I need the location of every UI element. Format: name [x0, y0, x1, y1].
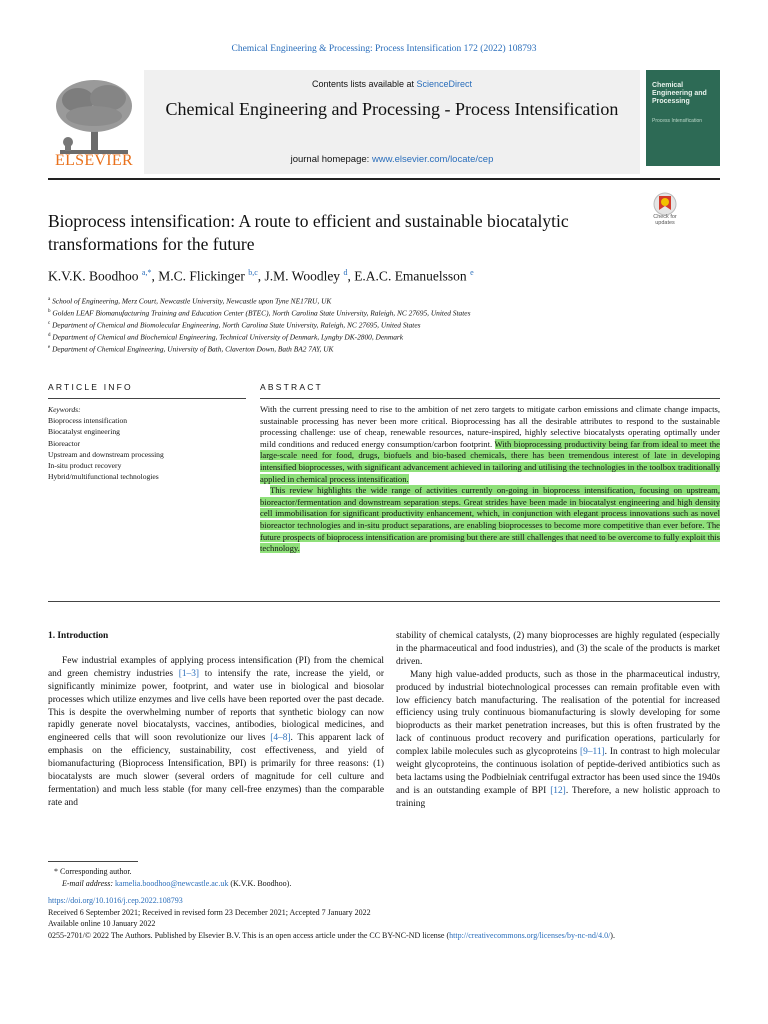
- sciencedirect-link[interactable]: ScienceDirect: [416, 79, 473, 89]
- corresponding-author-note: * Corresponding author.: [54, 867, 132, 876]
- body-text: to intensify the rate, increase the yield, or significantly minimize power, footprint, and water use in biological and biosolar processes which utilize enzymes and live cells have been reported over the past decade. This is despite the overwhelming number of reports that synthetic biology can now rapidly generate novel biocatalysts, vaccines, antibodies, biological medicines, and engineered cells that will soon revolutionize our lives: [48, 668, 384, 744]
- email-label: E-mail address:: [62, 878, 116, 888]
- body-paragraph: [396, 669, 720, 811]
- abstract-body: [260, 404, 720, 555]
- body-text: . In contrast to high molecular weight glycoproteins, the continuous isolation of peptide-derived antibiotics such as beta lactams using the Podbielniak centrifugal extractor has been used since the 1940s and is an outstanding example of BPI: [396, 747, 720, 796]
- affiliation-list: [48, 295, 720, 354]
- footnote-divider: [48, 861, 138, 862]
- author-name[interactable]: J.M. Woodley: [264, 268, 341, 284]
- contents-line: [144, 79, 640, 89]
- author-name[interactable]: M.C. Flickinger: [158, 268, 245, 284]
- journal-name: Chemical Engineering and Processing - Process Intensification: [165, 99, 619, 119]
- abstract-divider: [260, 398, 720, 399]
- license-text: 0255-2701/© 2022 The Authors. Published by Elsevier B.V. This is an open access article under the CC BY-NC-ND license (: [48, 930, 450, 940]
- author-affiliation-marker[interactable]: a,*: [141, 268, 152, 277]
- homepage-prefix: journal homepage:: [290, 154, 372, 165]
- citation-link[interactable]: [12]: [550, 785, 566, 796]
- affiliation-text: Golden LEAF Biomanufacturing Training and Education Center (BTEC), North Carolina State University, Raleigh, NC 27695, United States: [52, 308, 471, 318]
- journal-homepage: [144, 154, 640, 165]
- body-paragraph: [48, 655, 384, 810]
- masthead: [48, 70, 720, 176]
- keyword-item: In-situ product recovery: [48, 461, 122, 471]
- email-line: [48, 878, 720, 890]
- contents-prefix: Contents lists available at: [311, 79, 417, 89]
- affiliation-item: [48, 307, 720, 319]
- abstract-highlight[interactable]: This review highlights the wide range of activities currently on-going in bioprocess intensification, focusing on upstream, bioreactor/fermentation and downstream separation steps. Great strides have been made in biocatalyst engineering and high density cell immobilisation for significant productivity enhancement, which, in conjunction with elegant process innovations such as novel bioreactor technologies and in-situ product separations, are enabling bioprocesses to become more competitive than ever before. The future prospects of bioprocess intensification are promising but there are still challenges that need to be overcome to fully exploit this technology.: [260, 485, 720, 554]
- article-info-heading: ARTICLE INFO: [48, 382, 133, 392]
- footer: [48, 866, 720, 942]
- email-link[interactable]: kamelia.boodhoo@newcastle.ac.uk: [115, 878, 229, 888]
- journal-reference[interactable]: Chemical Engineering & Processing: Process Intensification 172 (2022) 108793: [231, 44, 537, 54]
- keyword-item: Upstream and downstream processing: [48, 449, 164, 459]
- citation-link[interactable]: [9–11]: [580, 747, 605, 758]
- section-heading-introduction: 1. Introduction: [48, 631, 109, 641]
- online-date: Available online 10 January 2022: [48, 919, 156, 929]
- author-affiliation-marker[interactable]: b,c: [248, 268, 258, 277]
- affiliation-item: [48, 343, 720, 355]
- affiliation-marker: d: [48, 332, 51, 338]
- abstract-text: With the current pressing need to rise to the ambition of net zero targets to mitigate carbon emissions and climate change impacts, sustainable processing has never been more critical. Bioprocessing has all the desirable attributes to respond to the sustainable processing challenge: use of cheap, renewable resources, nature-inspired, highly selective biocatalysts operating optimally under mild conditions and reduced energy consumption/carbon footprint.: [260, 404, 720, 449]
- citation-link[interactable]: [1–3]: [178, 668, 200, 679]
- abstract-paragraph: [260, 485, 720, 555]
- author-affiliation-marker[interactable]: d: [343, 268, 348, 277]
- journal-cover-thumbnail[interactable]: [646, 70, 720, 166]
- header-divider: [48, 178, 720, 180]
- author-list: K.V.K. Boodhoo $^{a,*}$, M.C. Flickinger $^{b,c}$, J.M. Woodley $^d$, E.A.C. Emanuelsson $^e$: [48, 268, 474, 284]
- crossmark-label[interactable]: Check for updates: [653, 214, 677, 226]
- email-suffix: (K.V.K. Boodhoo).: [228, 878, 292, 888]
- body-text: Many high value-added products, such as those in the pharmaceutical industry, produced by industrial biotechnological processes can remain profitable even with low efficiency batch manufacturing. The realisation of the potential for increased efficiency using truly continuous biomanufacturing is slowly developing for some bioproducts as their market penetration increases, but this is often frustrated by the lack of continuous product recovery and purification operations, particularly for complex labile molecules such as glycoproteins: [396, 669, 720, 758]
- affiliation-marker: a: [48, 297, 51, 302]
- keyword-item: Biocatalyst engineering: [48, 427, 120, 437]
- license-suffix: ).: [610, 930, 615, 940]
- author-name[interactable]: K.V.K. Boodhoo: [48, 268, 139, 284]
- license-link[interactable]: http://creativecommons.org/licenses/by-nc-nd/4.0/: [449, 930, 611, 940]
- license-line: [48, 930, 720, 942]
- body-text: Few industrial examples of applying process intensification (PI) from the chemical and green chemistry industries: [48, 655, 384, 679]
- keyword-item: Bioprocess intensification: [48, 416, 128, 426]
- keyword-item: Bioreactor: [48, 438, 81, 448]
- article-title: Bioprocess intensification: A route to efficient and sustainable biocatalytic transformations for the future: [48, 211, 569, 254]
- affiliation-item: [48, 331, 720, 343]
- affiliation-marker: e: [48, 344, 51, 350]
- body-column-right: [396, 630, 720, 811]
- affiliation-text: Department of Chemical and Biomolecular Engineering, North Carolina State University, Raleigh, NC 27695, United States: [52, 320, 421, 330]
- citation-link[interactable]: [4–8]: [270, 733, 291, 744]
- homepage-link[interactable]: www.elsevier.com/locate/cep: [371, 154, 494, 165]
- cover-title: Chemical Engineering and Processing: [652, 82, 707, 105]
- affiliation-text: Department of Chemical Engineering, University of Bath, Claverton Down, Bath BA2 7AY, UK: [52, 343, 334, 353]
- author-affiliation-marker[interactable]: e: [470, 268, 474, 277]
- affiliation-text: School of Engineering, Merz Court, Newcastle University, Newcastle upon Tyne NE17RU, UK: [52, 296, 332, 306]
- affiliation-text: Department of Chemical and Biochemical Engineering, Technical University of Denmark, Lyngby DK-2800, Denmark: [52, 332, 404, 342]
- keywords-label: Keywords:: [48, 405, 81, 414]
- doi-link[interactable]: https://doi.org/10.1016/j.cep.2022.108793: [48, 896, 183, 906]
- abstract-highlight[interactable]: With bioprocessing productivity being far from ideal to meet the large-scale need for food, drugs, biofuels and bio-based chemicals, there has been tremendous interest of late in developing intensified bioprocesses, with significant advancement achieved in tailoring and utilising the technologies in the toolbox traditionally applied in chemical process intensification.: [260, 438, 720, 484]
- body-paragraph: stability of chemical catalysts, (2) many bioprocesses are highly regulated (especially in the pharmaceutical and food industries), and (3) the scale of the products is market driven.: [396, 631, 720, 667]
- abstract-bottom-divider: [48, 601, 720, 602]
- received-dates: Received 6 September 2021; Received in revised form 23 December 2021; Accepted 7 January 2022: [48, 907, 371, 917]
- article-info-divider: [48, 398, 246, 399]
- publisher-wordmark: ELSEVIER: [55, 152, 133, 169]
- affiliation-item: [48, 319, 720, 331]
- keywords-list: [48, 404, 248, 482]
- abstract-paragraph: [260, 404, 720, 485]
- cover-subtitle: Process Intensification: [652, 118, 703, 124]
- author-name[interactable]: E.A.C. Emanuelsson: [354, 268, 467, 284]
- body-text: . This apparent lack of emphasis on the efficiency, sustainability, cost effectiveness, and yield of biomanufacturing (Bioprocess Intensification, BPI) is primarily for three reasons: (1) biocatalysts are much slower (several orders of magnitude for cell culture and fermentation) and much less stable (for many cell-free enzymes) than the comparable rate and: [48, 733, 384, 808]
- affiliation-marker: b: [48, 308, 51, 314]
- keyword-item: Hybrid/multifunctional technologies: [48, 472, 159, 482]
- affiliation-marker: c: [48, 320, 51, 326]
- body-text: . Therefore, a new holistic approach to training: [396, 785, 721, 809]
- abstract-heading: ABSTRACT: [260, 382, 323, 392]
- body-column-left: [48, 630, 384, 810]
- journal-header-box: [144, 70, 640, 174]
- affiliation-item: [48, 295, 720, 307]
- corresponding-text: Corresponding author.: [60, 867, 132, 876]
